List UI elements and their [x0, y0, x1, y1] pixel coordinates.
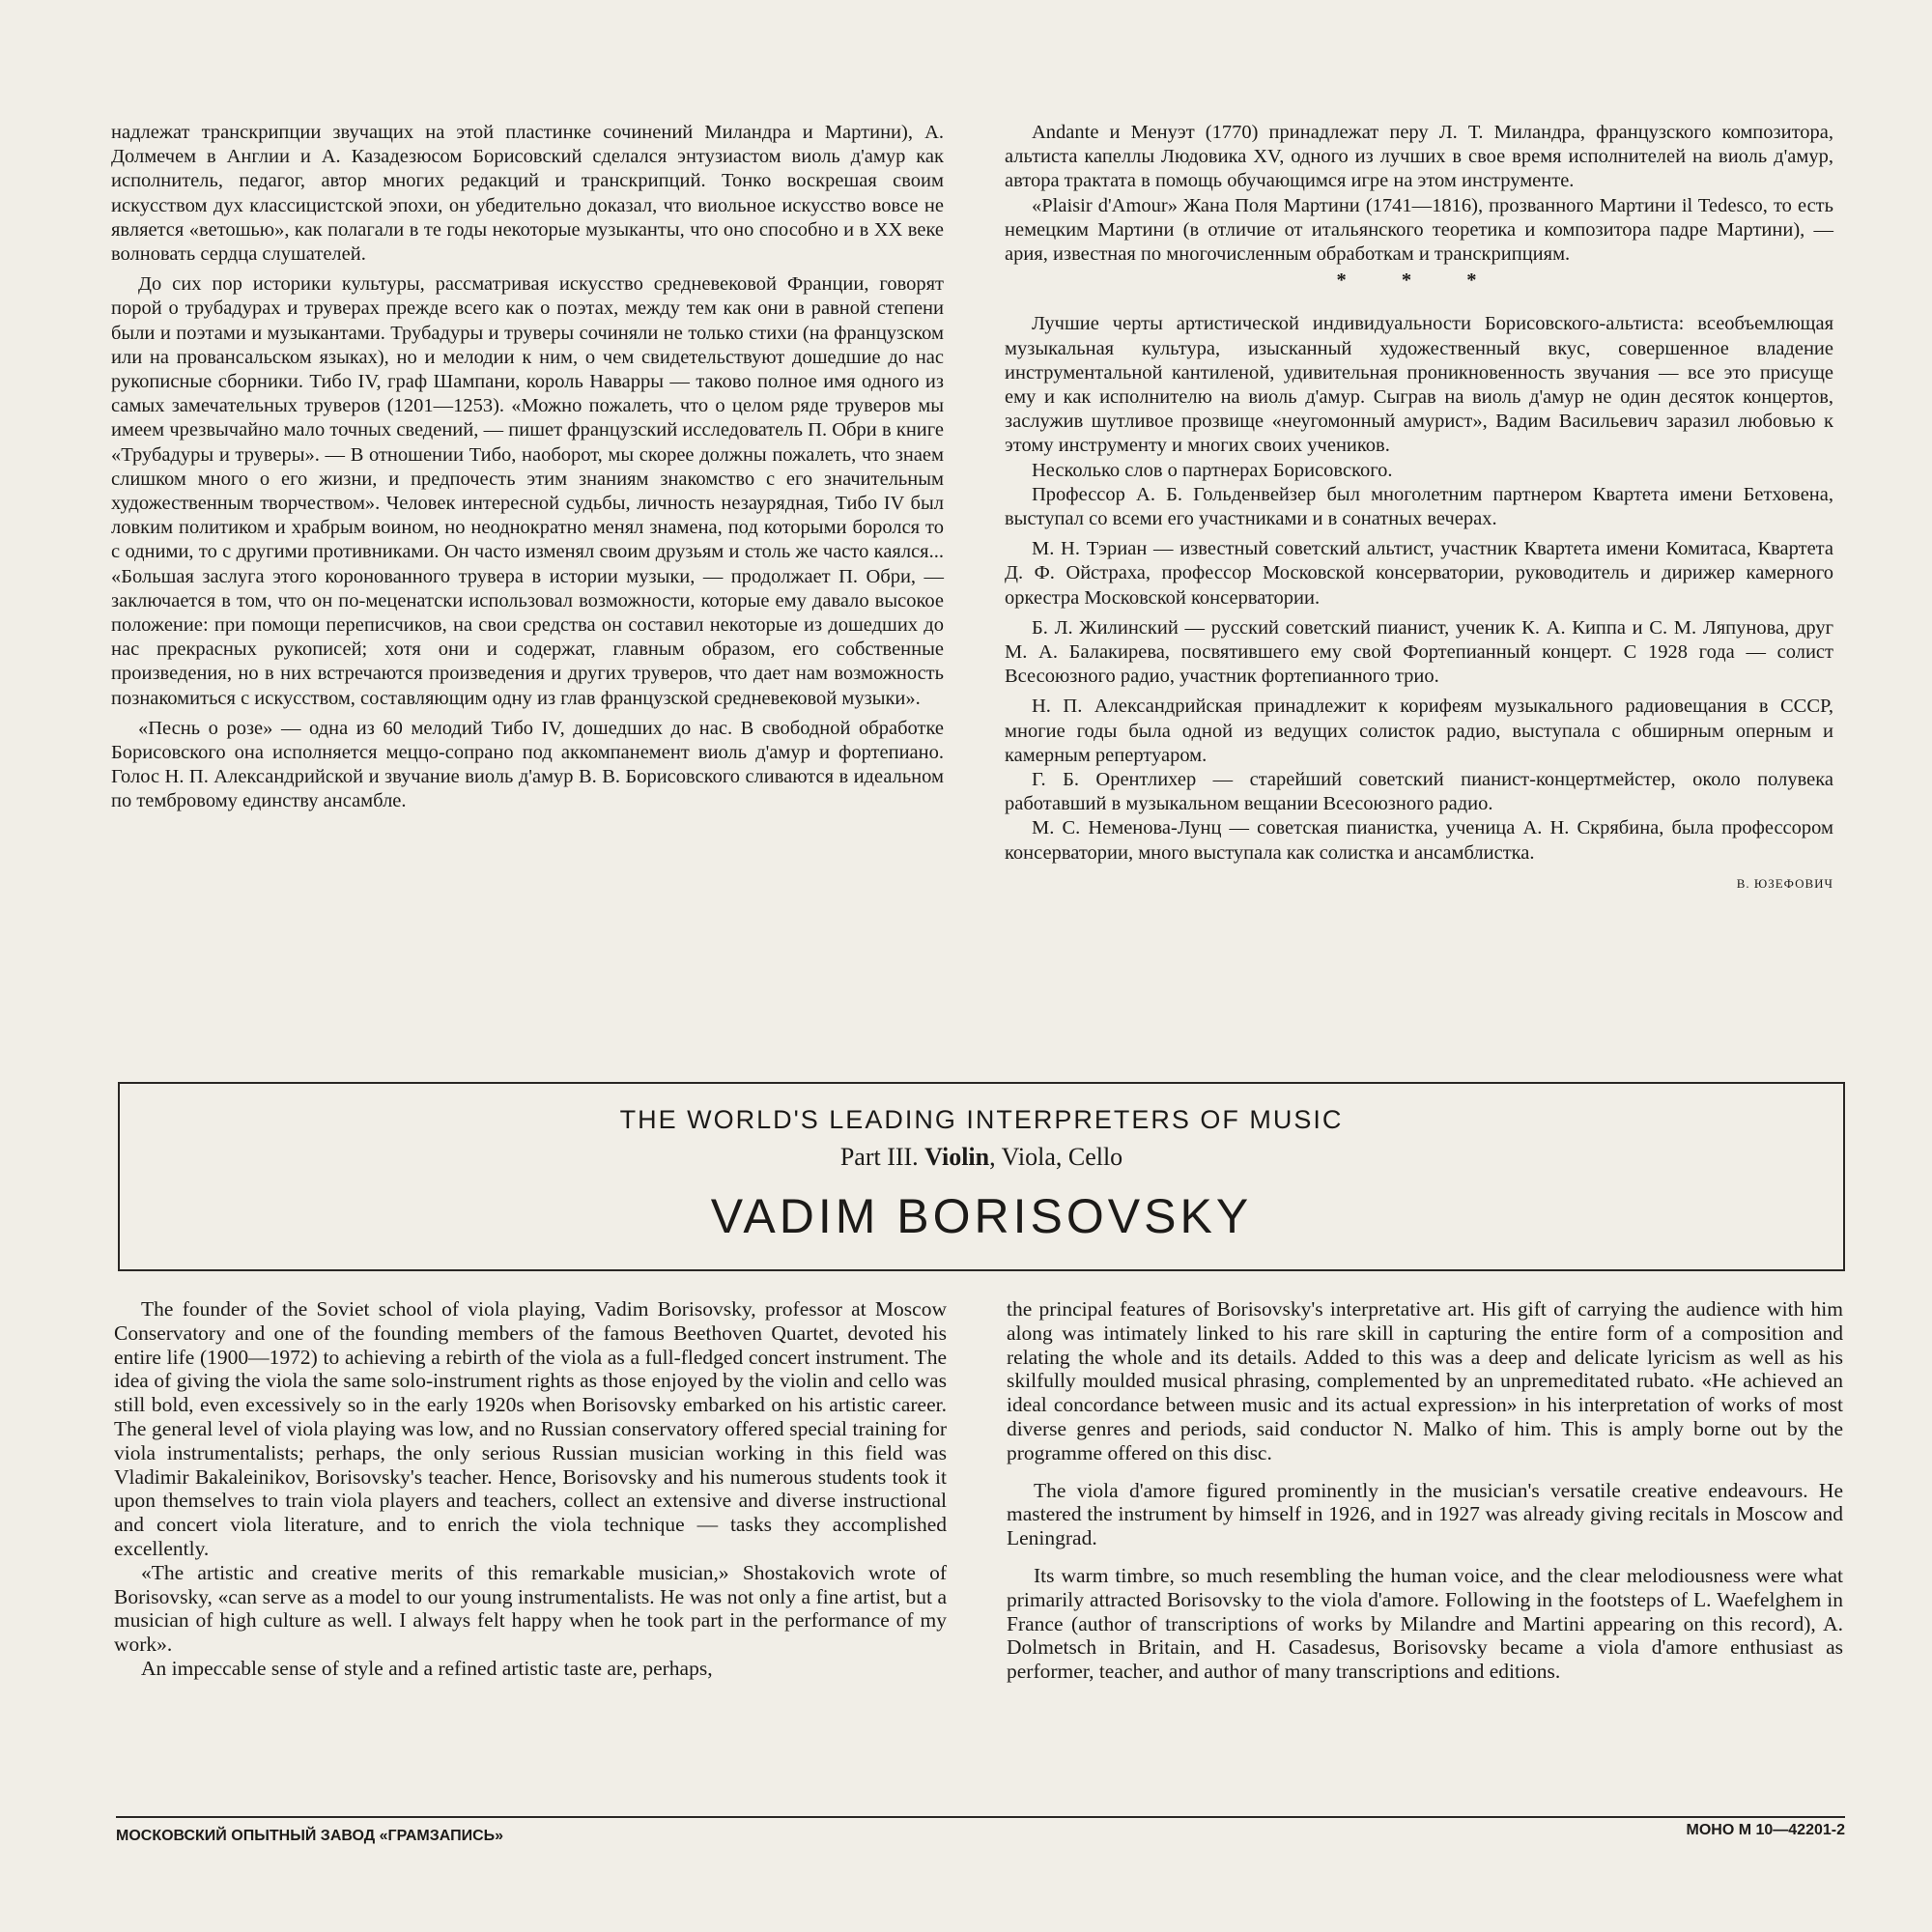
- ru-right-paragraph: М. Н. Тэриан — известный советский альтист, участник Квартета имени Комитаса, Квартета Д. Ф. Ойстраха, профессор Московской консерватории, руководитель и дирижер камерного оркестра Московской консерватории.: [1005, 538, 1833, 609]
- manufacturer-label: МОСКОВСКИЙ ОПЫТНЫЙ ЗАВОД «ГРАМЗАПИСЬ»: [116, 1828, 504, 1844]
- ru-right-paragraph: Б. Л. Жилинский — русский советский пианист, ученик К. А. Киппа и С. М. Ляпунова, друг М. А. Балакирева, посвятившего ему свой Фортепианный концерт. С 1928 года — солист Всесоюзного радио, участник фортепианного трио.: [1005, 616, 1833, 688]
- artist-name: VADIM BORISOVSKY: [710, 1189, 1253, 1243]
- en-column-right: [1007, 1297, 1843, 1684]
- ru-right-paragraph: Несколько слов о партнерах Борисовского.: [1032, 459, 1393, 481]
- ru-right-paragraph: Лучшие черты артистической индивидуальности Борисовского-альтиста: всеобъемлющая музыкальная культура, изысканный художественный вкус, совершенное владение инструментальной кантиленой, удивительная проникновенность звучания — все это присуще ему и как исполнителю на виоль д'амур. Сыграв на виоль д'амур не один десяток концертов, заслужив шутливое прозвище «неугомонный амурист», Вадим Васильевич заразил любовью к этому инструменту и многих своих учеников.: [1005, 313, 1833, 457]
- footer-divider: [116, 1816, 1845, 1818]
- series-part: [120, 1143, 1843, 1172]
- ru-left-paragraph: надлежат транскрипции звучащих на этой пластинке сочинений Миландра и Мартини), А. Долмечем в Англии и А. Казадезюсом Борисовский сделался энтузиастом виоль д'амур как исполнитель, педагог, автор многих редакций и транскрипций. Тонко воскрешая своим искусством дух классицистской эпохи, он убедительно доказал, что виольное искусство вовсе не является «ветошью», как полагали в те годы некоторые музыканты, что оно способно и в XX веке волновать сердца слушателей.: [111, 122, 944, 266]
- ru-column-left: [111, 121, 944, 814]
- ru-left-paragraph: «Песнь о розе» — одна из 60 мелодий Тибо IV, дошедших до нас. В свободной обработке Борисовского она исполняется меццо-сопрано под аккомпанемент виоль д'амур и фортепиано. Голос Н. П. Александрийской и звучание виоль д'амур В. В. Борисовского сливаются в идеальном по тембровому единству ансамбле.: [111, 717, 944, 812]
- ru-column-right: [1005, 121, 1833, 895]
- en-left-paragraph: The founder of the Soviet school of viola playing, Vadim Borisovsky, professor at Moscow Conservatory and one of the founding members of the famous Beethoven Quartet, devoted his entire life (1900—1972) to achieving a rebirth of the viola as a full-fledged concert instrument. The idea of giving the viola the same solo-instrument rights as those enjoyed by the violin and cello was still bold, even excessively so in the early 1920s when Borisovsky embarked on his artistic career. The general level of viola playing was low, and no Russian conservatory offered special training for viola instrumentalists; perhaps, the only serious Russian musician working in this field was Vladimir Bakaleinikov, Borisovsky's teacher. Hence, Borisovsky and his numerous students took it upon themselves to train viola players and teachers, collect an extensive and diverse instructional and concert viola literature, and to enrich the viola technique — tasks they accomplished excellently.: [114, 1297, 947, 1560]
- series-part-prefix: Part III.: [839, 1143, 925, 1171]
- ru-right-paragraph: Профессор А. Б. Гольденвейзер был многолетним партнером Квартета имени Бетховена, выступал со всеми его участниками и в сонатных вечерах.: [1005, 483, 1833, 530]
- title-box: [118, 1082, 1845, 1271]
- en-left-paragraph: «The artistic and creative merits of this remarkable musician,» Shostakovich wrote of Borisovsky, «can serve as a model to our young instrumentalists. He was not only a fine artist, but a musician of high culture as well. I always felt happy when he took part in the performance of my work».: [114, 1560, 947, 1657]
- series-part-suffix: , Viola, Cello: [989, 1143, 1123, 1171]
- series-part-bold: Violin: [924, 1143, 990, 1171]
- ru-right-paragraph: М. С. Неменова-Лунц — советская пианистка, ученица А. Н. Скрябина, была профессором консерватории, много выступала как солистка и ансамблистка.: [1005, 817, 1833, 864]
- catalog-number: МОНО М 10—42201-2: [1686, 1822, 1845, 1838]
- ru-right-paragraph: Н. П. Александрийская принадлежит к корифеям музыкального радиовещания в СССР, многие годы была одной из ведущих солисток радио, выступала с обширным оперным и камерным репертуаром.: [1005, 696, 1833, 766]
- series-title: THE WORLD'S LEADING INTERPRETERS OF MUSIC: [619, 1105, 1344, 1134]
- ru-right-paragraph: Andante и Менуэт (1770) принадлежат перу Л. Т. Миландра, французского композитора, альтиста капеллы Людовика XV, одного из лучших в свое время исполнителей на виоль д'амур, автора трактата в помощь обучающимся игре на этом инструменте.: [1005, 122, 1833, 192]
- ru-right-paragraph: «Plaisir d'Amour» Жана Поля Мартини (1741—1816), прозванного Мартини il Tedesco, то есть немецким Мартини (в отличие от итальянского теоретика и композитора падре Мартини), — ария, известная по многочисленным обработкам и транскрипциям.: [1005, 194, 1833, 266]
- en-column-left: [114, 1297, 947, 1681]
- en-right-paragraph: the principal features of Borisovsky's interpretative art. His gift of carrying the audience with him along was intimately linked to his rare skill in capturing the entire form of a composition and relating the whole and its details. Added to this was a deep and delicate lyricism as well as his skilfully moulded musical phrasing, complemented by an unpremeditated rubato. «He achieved an ideal concordance between music and its actual expression» in his interpretation of works of most diverse genres and periods, said conductor N. Malko of him. This is amply borne out by the programme offered on this disc.: [1007, 1297, 1843, 1464]
- en-left-paragraph: An impeccable sense of style and a refined artistic taste are, perhaps,: [141, 1656, 713, 1680]
- ru-right-paragraph: Г. Б. Орентлихер — старейший советский пианист-концертмейстер, около полувека работавший в музыкальном вещании Всесоюзного радио.: [1005, 769, 1833, 815]
- section-separator: * * *: [1336, 270, 1502, 292]
- ru-left-paragraph: До сих пор историки культуры, рассматривая искусство средневековой Франции, говорят порой о трубадурах и труверах прежде всего как о поэтах, между тем как они в равной степени были и поэтами и музыкантами. Трубадуры и труверы сочиняли не только стихи (на французском или на провансальском языках), но и мелодии к ним, о чем свидетельствуют дошедшие до нас рукописные сборники. Тибо IV, граф Шампани, король Наварры — таково полное имя одного из самых замечательных труверов (1201—1253). «Можно пожалеть, что о целом ряде труверов мы имеем чрезвычайно мало точных сведений, — пишет французский исследователь П. Обри в книге «Трубадуры и труверы». — В отношении Тибо, наоборот, мы скорее должны пожалеть, что знаем слишком много о его жизни, и предпочесть этим знаниям знакомство с его значительным художественным творчеством». Человек интересной судьбы, личность незаурядная, Тибо IV был ловким политиком и храбрым воином, но неоднократно менял знамена, под которыми боролся то с одними, то с другими противниками. Он часто изменял своим друзьям и столь же часто каялся... «Большая заслуга этого коронованного трувера в истории музыки, — продолжает П. Обри, — заключается в том, что он по-меценатски использовал возможности, которые ему давало высокое положение: при помощи переписчиков, на свои средства он составил некоторые из дошедших до нас прекрасных рукописей; хотя они и содержат, главным образом, его собственные произведения, но в них встречаются произведения и других труверов, что дает нам возможность познакомиться с искусством, составляющим одну из глав французской средневековой музыки».: [111, 273, 944, 709]
- en-right-paragraph: Its warm timbre, so much resembling the human voice, and the clear melodiousness were what primarily attracted Borisovsky to the viola d'amore. Following in the footsteps of L. Waefelghem in France (author of transcriptions of works by Milandre and Martini appearing on this record), A. Dolmetsch in Britain, and H. Casadesus, Borisovsky became a viola d'amore enthusiast as performer, teacher, and author of many transcriptions and editions.: [1007, 1563, 1843, 1684]
- author-signature: В. ЮЗЕФОВИЧ: [1736, 875, 1833, 891]
- en-right-paragraph: The viola d'amore figured prominently in the musician's versatile creative endeavours. He mastered the instrument by himself in 1926, and in 1927 was already giving recitals in Moscow and Leningrad.: [1007, 1478, 1843, 1550]
